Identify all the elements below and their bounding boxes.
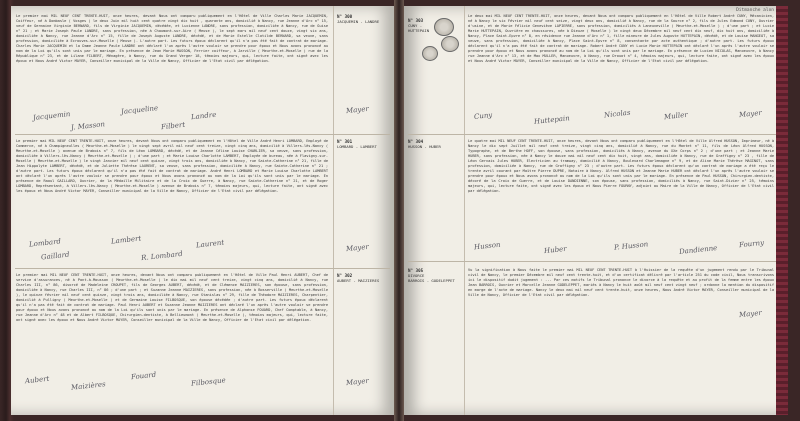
entry-number: N° 302	[337, 273, 353, 278]
left-page	[11, 6, 394, 415]
signature: Mayer	[345, 376, 370, 388]
entry-margin	[337, 14, 391, 24]
entry-divider	[15, 268, 390, 269]
seal-stamp	[434, 18, 454, 36]
entry-names: HUSSON - HUBER	[408, 144, 441, 149]
signature: Lambert	[110, 234, 142, 246]
signature: Filbert	[160, 120, 186, 132]
entry-number: N° 303	[408, 18, 424, 23]
seal-stamp	[441, 36, 459, 52]
signature: Fourny	[738, 238, 765, 250]
signature: Landre	[190, 110, 217, 122]
entry-text: Le premier mai MIL NEUF CENT TRENTE-HUIT, onze heures, devant Nous ont comparu publiquement en l'Hôtel de Ville Charles Marie JACQUEMIN, Coiffeur, né à Dombasle ( Vosges ) le deux Juin mil huit cent quatre vingt dix huit , quarante ans, domicilié à Nancy, rue Jeanne d'Arc n° 15, veuf de Germaine Virginie BERNARD, fils de Virginie JACQUEMIN, décédée, et Lucienne LANDRE, sans profession, domiciliée à Nancy, rue de Guise n° 21 ; et Marie Joseph Paule LANDRE, sans profession, née à Chaumont-sur-Aire ( Meuse ), le sept mars mil neuf cent douze, vingt six ans, domiciliée à Nancy, rue Jeanne d'Arc n° 15, fille de Joseph Auguste LANDRE, décédé, et de Marie Estelle Clotilde BERNARD, sa veuve, sans profession, domiciliée à Ecrouves-sur-Moselle ( Meuse ). L'autre part. Les futurs époux déclarent qu'il n'a pas été fait de contrat de mariage. Charles Marie JACQUEMIN et la Dame Jeanne Paule LANDRE ont déclaré l'un après l'autre vouloir se prendre pour époux et Nous avons prononcé au nom de la Loi qu'ils sont unis par le mariage. En présence de Jean Marie MASSON, Ferrier coiffeur, à Jarville ( Meurthe-et-Moselle ) rue de la République n° 23, et de Lilane FILBERT, Ménagère, à Nancy, rue du Grand Verger 18, témoins majeurs, qui, lecture faite, ont signé avec les époux et Nous André Victor MAYER, Conseiller municipal de la Ville de Nancy, Officier de l'Etat civil par délégation.	[16, 14, 328, 63]
signature: Jacquemin	[32, 110, 71, 122]
entry-margin	[337, 139, 391, 149]
signature: Laurent	[195, 238, 225, 250]
signature: Husson	[473, 240, 501, 252]
entry-names: JACQUEMIN - LANDRE	[337, 19, 380, 24]
signature: Dandienne	[678, 244, 718, 256]
signature: Mayer	[738, 308, 763, 320]
signature: J. Masson	[70, 120, 106, 132]
signature: Filbosque	[190, 376, 227, 388]
signature: Jacqueline	[120, 104, 159, 116]
book-gutter	[394, 0, 404, 421]
entry-names: LOMBARD - LAMBERT	[337, 144, 377, 149]
signature: Nicolas	[603, 108, 631, 120]
signature: P. Husson	[613, 240, 649, 252]
entry-margin	[408, 268, 464, 283]
entry-margin	[337, 273, 391, 283]
entry-text: Vu la signification à Nous faite le premier mai MIL NEUF CENT TRENTE-HUIT à l'Huissier de la requête d'un jugement rendu par le Tribunal civil de Nancy, le premier Décembre mil neuf cent trente-huit, et d'un certificat délivré par l'article 251 du code civil, Nous transcrivons ici le dispositif dudit jugement : ... Par ces motifs le Tribunal prononce le divorce à la requête et au profit de la femme entre les époux Jean BARROIS, Ouvrier et Marcelle Jeanne GODELEPPET, mariés à Nancy le huit août mil neuf cent vingt neuf ; ordonne la mention du dispositif en marge de l'acte de mariage. Nancy le deux mai mil neuf cent trente-huit, onze heures, Nous André Victor MAYER, Conseiller municipal de la Ville de Nancy, Officier de l'Etat civil par délégation.	[468, 268, 774, 297]
entry-names: CUNY - HUTTEPAIN	[408, 23, 430, 33]
entry-text: Le quatre mai MIL NEUF CENT TRENTE-HUIT, onze heures, devant Nous ont comparu publiquement en l'Hôtel de Ville Alfred HUSSON, Imprimeur, né à Nancy le dix sept Juillet mil neuf cent treize, vingt cinq ans, domicilié à Nancy, rue du Montet n° 11, fils de Léon Alfred HUSSON, Typographe, et de Berthe HOFF, son épouse, sans profession, domiciliés à Nancy, avenue du XXe Corps n° 2 ; d'une part ; et Jeanne Marie HUBER, sans profession, née à Nancy le douze mai mil neuf cent dix huit, vingt ans, domiciliée à Nancy, rue de Graffigny n° 23 , fille de Léon Gervais Jules HUBER, Electricien au tramway, domicilié à Nancy, Boulevard Charlemagne n° 9, et de Aline Marie Thérèse MAGINOT, sans profession, domiciliée à Nancy, rue de Graffigny n° 23 ; d'autre part. Les futurs époux déclarent qu'un contrat de mariage a été reçu le trente avril courant par Maître Pierre DUPRE, Notaire à Nancy. Alfred HUSSON et Jeanne Marie HUBER ont déclaré l'un après l'autre vouloir se prendre pour époux et Nous avons prononcé au nom de la Loi qu'ils sont unis par le mariage. En présence de Paul HUSSON, Chirurgien-dentiste, décoré de la Croix de Guerre, et de Louise DANDIENNE, son épouse, sans profession, domiciliés à Nancy, rue Saint-Dizier n° 25, témoins majeurs, qui, lecture faite, ont signé avec les époux et Nous Pierre FOURNY, adjoint au Maire de la Ville de Nancy, Officier de l'Etat civil par délégation.	[468, 139, 774, 193]
margin-rule	[464, 6, 465, 415]
entry-names: BARROIS - GODELEPPET	[408, 278, 455, 283]
signature: Gaillard	[40, 250, 70, 262]
seal-stamp	[422, 46, 438, 61]
entry-number: N° 304	[408, 139, 424, 144]
entry-divider	[15, 134, 390, 135]
entry-text: Le premier mai MIL NEUF CENT TRENTE-HUIT, onze heures, devant Nous ont comparu publiquement en l'Hôtel de Ville Paul Henri AUBERT, Chef de service d'assurances, né à Pont-à-Mousson ( Meurthe-et-Moselle ) le dix mai mil neuf cent treize, vingt cinq ans, domicilié à Nancy, rue Charles III, n° 86, divorcé de Madeleine CROUPET, fils de Georges AUBERT, décédé, et de Clémence MAIZIERES, son épouse, sans profession, domiciliée à Nancy, rue Charles III, n° 86 ; d'une part ; et Suzanne Jeanne MAIZIERES, sans profession, née à Bosserville ( Meurthe-et-Moselle ), le quinze février mil neuf cent quinze, vingt trois ans, domiciliée à Nancy, rue Stanislas n° 29, fille de Théodore MAIZIERES, Charpentier, domicilié à Pulligny ( Meurthe-et-Moselle ) et de Germaine Louise FILBOSQUE, son épouse décédée ; d'autre part. Les futurs époux déclarent qu'il n'a pas été fait de contrat de mariage. Paul Henri AUBERT et Suzanne Jeanne MAIZIERES ont déclaré l'un après l'autre vouloir se prendre pour époux et Nous avons prononcé au nom de la Loi qu'ils sont unis par le mariage. En présence de Alphonse FOUARD, Chef Comptable, à Nancy, rue Jeanne d'Arc n° 48 et de Albert FILBOSQUE, Chirurgien-dentiste, à Bellieumont ( Meurthe-et-Moselle ), témoins majeurs, qui, lecture faite, ont signé avec les époux et Nous André Victor MAYER, Conseiller municipal de la Ville de Nancy, Officier de l'Etat civil par délégation.	[16, 273, 328, 322]
right-page	[404, 6, 788, 415]
entry-number: N° 300	[337, 14, 353, 19]
signature: Mayer	[738, 108, 763, 120]
edge-band	[776, 6, 788, 415]
entry-margin	[408, 18, 432, 33]
entry-number: N° 301	[337, 139, 353, 144]
entry-divider	[408, 134, 784, 135]
signature: Huber	[543, 244, 567, 256]
entry-number: N° 305	[408, 268, 424, 273]
signature: Cuny	[473, 111, 493, 121]
margin-rule	[333, 6, 334, 415]
signature: Fouard	[130, 370, 157, 382]
entry-subtitle: DIVORCE	[408, 273, 425, 278]
signature: Lombard	[28, 237, 62, 249]
signature: Huttepain	[533, 114, 571, 126]
signature: Muller	[663, 110, 689, 122]
signature: Maizières	[70, 380, 107, 392]
signature: Mayer	[345, 242, 370, 254]
signature: R. Lombard	[140, 249, 184, 263]
entry-text: Le premier mai MIL NEUF CENT TRENTE-HUIT, onze heures, devant Nous ont comparu publiquement en l'Hôtel de Ville André Henri LOMBARD, Employé de Commerce, né à Champigneulles ( Meurthe-et-Moselle ) le vingt sept avril mil neuf cent treize, vingt cinq ans, domicilié à Villers-lès-Nancy ( Meurthe-et-Moselle ) avenue de Brabois n° 7, fils de Léon LOMBARD, décédé, et de Jeanne Céline Louise CHARLIER, sa veuve, sans profession, domiciliée à Villers-lès-Nancy ( Meurthe-et-Moselle ) ; d'une part ; et Marie Louise Charlotte LAMBERT, Employée de bureau, née à Flavigny-sur-Moselle ( Meurthe-et-Moselle ) le vingt Janvier mil neuf cent quinze, vingt trois ans, domiciliée à Nancy, rue Sainte-Catherine n° 21, fille de Jean Hippolyte LAMBERT, décédé, et de Juliette Thérèse LAURENT, sa veuve, sans profession, domiciliée à Nancy, rue Sainte-Catherine n° 21 ; d'autre part. Les futurs époux déclarent qu'il n'a pas été fait de contrat de mariage. André Henri LOMBARD et Marie Louise Charlotte LAMBERT ont déclaré l'un après l'autre vouloir se prendre pour époux et Nous avons prononcé au nom de la Loi qu'ils sont unis par le mariage. En présence de Raoul GAILLARD, Ouvrier, de la Médaille Militaire et de la Croix de Guerre, à Nancy, rue Sainte-Catherine n° 21, et de Roger LOMBARD, Représentant, à Villers-lès-Nancy ( Meurthe-et-Moselle ) avenue de Brabois n° 7, témoins majeurs, qui, lecture faite, ont signé avec les époux et Nous André Victor MAYER, Conseiller municipal de la Ville de Nancy, Officier de l'Etat civil par délégation.	[16, 139, 328, 193]
entry-names: AUBERT - MAIZIERES	[337, 278, 380, 283]
signature: Mayer	[345, 104, 370, 116]
signature: Aubert	[24, 374, 50, 386]
page-number: Ditmanche alon	[736, 8, 774, 13]
entry-divider	[408, 261, 784, 262]
entry-margin	[408, 139, 462, 149]
entry-text: Le deux mai MIL NEUF CENT TRENTE-HUIT, onze heures, devant Nous ont comparu publiquement en l'Hôtel de Ville Robert André CUNY, Mécanicien, né à Nancy le six Février mil neuf cent seize, vingt deux ans, domicilié à Nancy, rue de la Source n° 2, fils de Jules Edmond CUNY, Ouvrier d'usine, et de Marie Félicie Geneviève LAPIERRE, sans profession, domiciliés à Laneuveville ( Meurthe-et-Moselle ) ; d'une part ; et Lucie Marie HUTTEPAIN, Ouvrière en chaussures, née à Dieuze ( Moselle ) le vingt deux Décembre mil neuf cent dix neuf, dix huit ans, domiciliée à Nancy, Place Saint-Epvre n° 8, en résidence rue Jeanne d'Arc n° 1, fille mineure de Jules Auguste HUTTEPAIN, décédé, et de Louise MANGEOT, sa veuve, sans profession, domiciliée à Nancy, Place Saint-Epvre n° 8, consentante par acte authentique ; d'autre part. Les futurs époux déclarent qu'il n'a pas été fait de contrat de mariage. Robert André CUNY et Lucie Marie HUTTEPAIN ont déclaré l'un après l'autre vouloir se prendre pour époux et Nous avons prononcé au nom de la Loi qu'ils sont unis par le mariage. En présence de Lucien NICOLAS, Manoeuvre, à Nancy rue Jeanne d'Arc n° 13, et de Max MULLER, Manoeuvre, à Nancy, rue Drouot n° 4, témoins majeurs, qui, lecture faite, ont signé avec les époux et Nous André Victor MAYER, Conseiller municipal de la Ville de Nancy, Officier de l'Etat civil par délégation.	[468, 14, 774, 63]
